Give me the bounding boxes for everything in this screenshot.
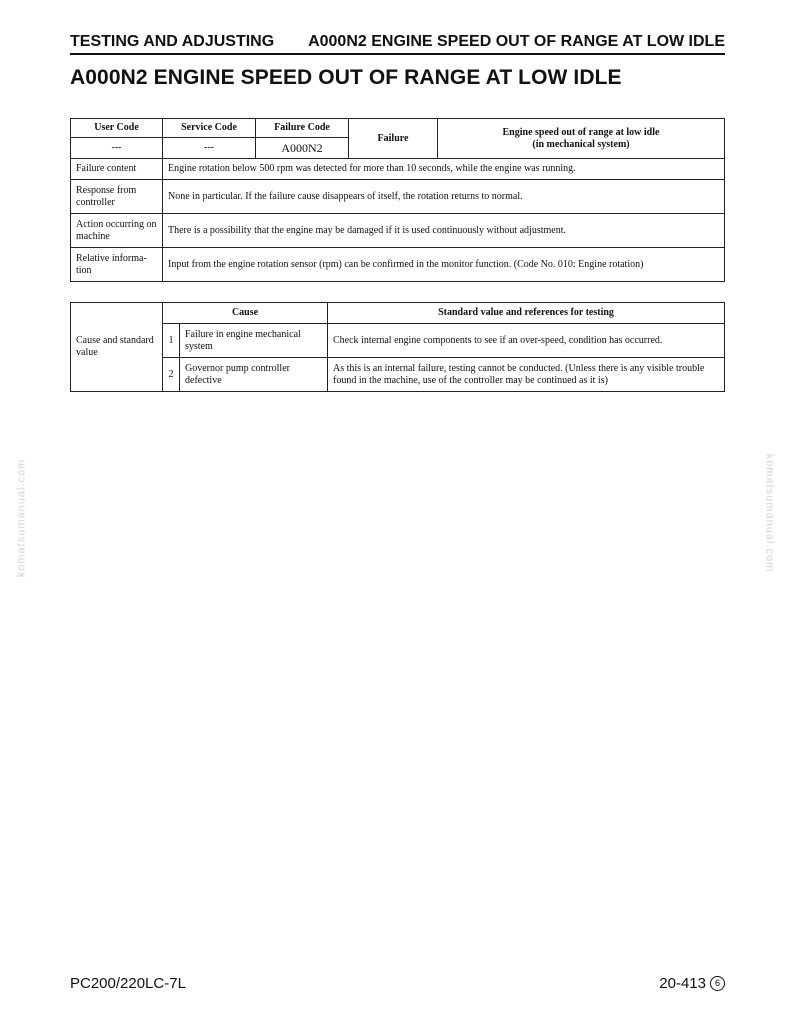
- row-label-action: Action occurring on machine: [71, 214, 163, 248]
- table-row: [71, 214, 725, 248]
- failure-code-table: [70, 118, 725, 282]
- header-topic: A000N2 ENGINE SPEED OUT OF RANGE AT LOW IDLE: [308, 33, 725, 50]
- row-value-action: There is a possibility that the engine may be damaged if it is used continuously without adjustment.: [163, 214, 725, 248]
- header-section: TESTING AND ADJUSTING: [70, 33, 275, 50]
- failure-header: Failure: [349, 119, 438, 159]
- cause-text: Governor pump controller defective: [180, 358, 328, 392]
- footer-model: PC200/220LC-7L: [70, 975, 186, 992]
- failure-description-line2: (in mechanical system): [532, 138, 630, 150]
- cause-header: Cause: [163, 303, 328, 324]
- failure-description: [438, 119, 725, 159]
- row-value-response: None in particular. If the failure cause disappears of itself, the rotation returns to normal.: [163, 180, 725, 214]
- footer-page-block: [659, 975, 725, 992]
- cause-number: 1: [163, 324, 180, 358]
- standard-text: Check internal engine components to see if an over-speed, condition has occurred.: [328, 324, 725, 358]
- failure-description-line1: Engine speed out of range at low idle: [502, 126, 660, 138]
- table-row: [71, 159, 725, 180]
- standard-header: Standard value and references for testing: [328, 303, 725, 324]
- row-value-failure-content: Engine rotation below 500 rpm was detected for more than 10 seconds, while the engine was running.: [163, 159, 725, 180]
- page-title: A000N2 ENGINE SPEED OUT OF RANGE AT LOW IDLE: [70, 66, 622, 89]
- running-header: [70, 33, 725, 55]
- row-label-failure-content: Failure content: [71, 159, 163, 180]
- row-label-relative-info: Relative informa-tion: [71, 248, 163, 282]
- service-code-value: ---: [163, 138, 256, 159]
- row-value-relative-info: Input from the engine rotation sensor (rpm) can be confirmed in the monitor function. (Code No. 010: Engine rotation): [163, 248, 725, 282]
- cause-table: [70, 302, 725, 392]
- failure-code-value: A000N2: [256, 138, 349, 159]
- table-row: [71, 358, 725, 392]
- watermark-left: komatsumanual.com: [15, 458, 28, 578]
- row-label-response: Response from controller: [71, 180, 163, 214]
- user-code-header: User Code: [71, 119, 163, 138]
- watermark-right: komatsumanual.com: [763, 453, 776, 573]
- failure-code-header: Failure Code: [256, 119, 349, 138]
- cause-section-label: Cause and standard value: [71, 303, 163, 392]
- user-code-value: ---: [71, 138, 163, 159]
- table-row: [71, 248, 725, 282]
- revision-badge: 6: [710, 976, 725, 991]
- footer-page-number: 20-413: [659, 975, 706, 992]
- standard-text: As this is an internal failure, testing cannot be conducted. (Unless there is any visible trouble found in the machine, use of the controller may be continued as it is): [328, 358, 725, 392]
- cause-number: 2: [163, 358, 180, 392]
- table-row: [71, 180, 725, 214]
- cause-text: Failure in engine mechanical system: [180, 324, 328, 358]
- table-row: [71, 324, 725, 358]
- service-code-header: Service Code: [163, 119, 256, 138]
